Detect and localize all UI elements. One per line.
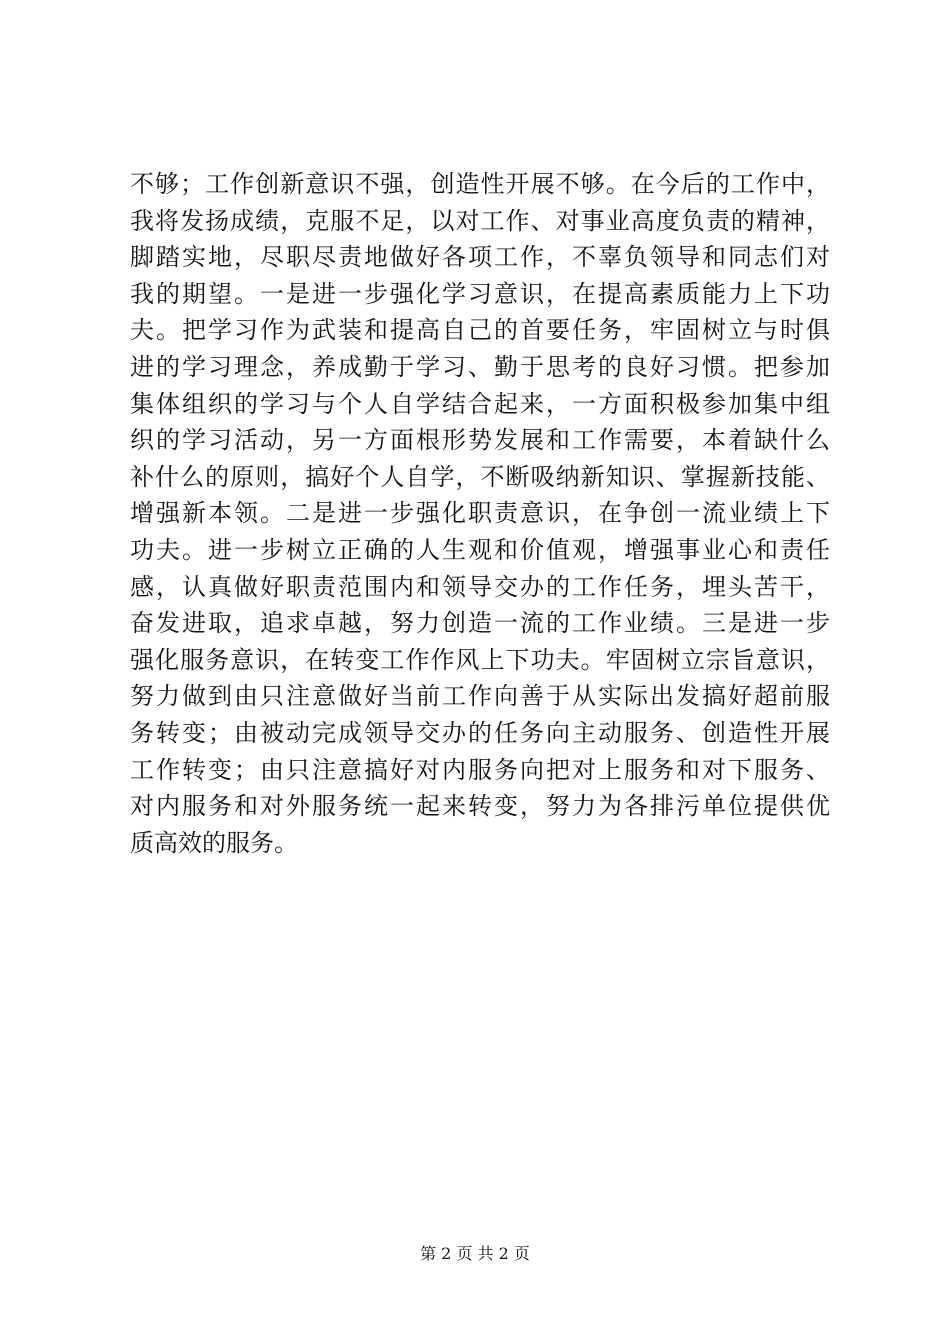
- paragraph-line: 务转变；由被动完成领导交办的任务向主动服务、创造性开展: [130, 718, 830, 747]
- paragraph-line: 强化服务意识，在转变工作作风上下功夫。牢固树立宗旨意识，: [130, 645, 830, 674]
- paragraph-line: 不够；工作创新意识不强，创造性开展不够。在今后的工作中，: [130, 170, 830, 198]
- paragraph-line: 集体组织的学习与个人自学结合起来，一方面积极参加集中组: [130, 389, 830, 418]
- page-number-footer: 第 2 页 共 2 页: [420, 1244, 530, 1263]
- paragraph-line: 增强新本领。二是进一步强化职责意识，在争创一流业绩上下: [130, 499, 830, 528]
- paragraph-line: 我的期望。一是进一步强化学习意识，在提高素质能力上下功: [130, 279, 830, 308]
- paragraph-line: 脚踏实地，尽职尽责地做好各项工作，不辜负领导和同志们对: [130, 243, 830, 272]
- paragraph-line: 补什么的原则，搞好个人自学，不断吸纳新知识、掌握新技能、: [130, 462, 830, 491]
- paragraph-line: 努力做到由只注意做好当前工作向善于从实际出发搞好超前服: [130, 682, 830, 711]
- paragraph-line: 夫。把学习作为武装和提高自己的首要任务，牢固树立与时俱: [130, 316, 830, 345]
- paragraph-line: 进的学习理念，养成勤于学习、勤于思考的良好习惯。把参加: [130, 352, 830, 381]
- paragraph-line: 织的学习活动，另一方面根形势发展和工作需要，本着缺什么: [130, 426, 830, 455]
- paragraph-line: 感，认真做好职责范围内和领导交办的工作任务，埋头苦干，: [130, 572, 830, 601]
- paragraph-line: 功夫。进一步树立正确的人生观和价值观，增强事业心和责任: [130, 535, 830, 564]
- paragraph-line: 奋发进取，追求卓越，努力创造一流的工作业绩。三是进一步: [130, 609, 830, 638]
- paragraph-line: 我将发扬成绩，克服不足，以对工作、对事业高度负责的精神，: [130, 206, 830, 235]
- paragraph-line: 工作转变；由只注意搞好对内服务向把对上服务和对下服务、: [130, 755, 830, 784]
- paragraph-line: 对内服务和对外服务统一起来转变，努力为各排污单位提供优: [130, 792, 830, 821]
- body-paragraph: [130, 166, 830, 861]
- paragraph-line: 质高效的服务。: [130, 828, 298, 857]
